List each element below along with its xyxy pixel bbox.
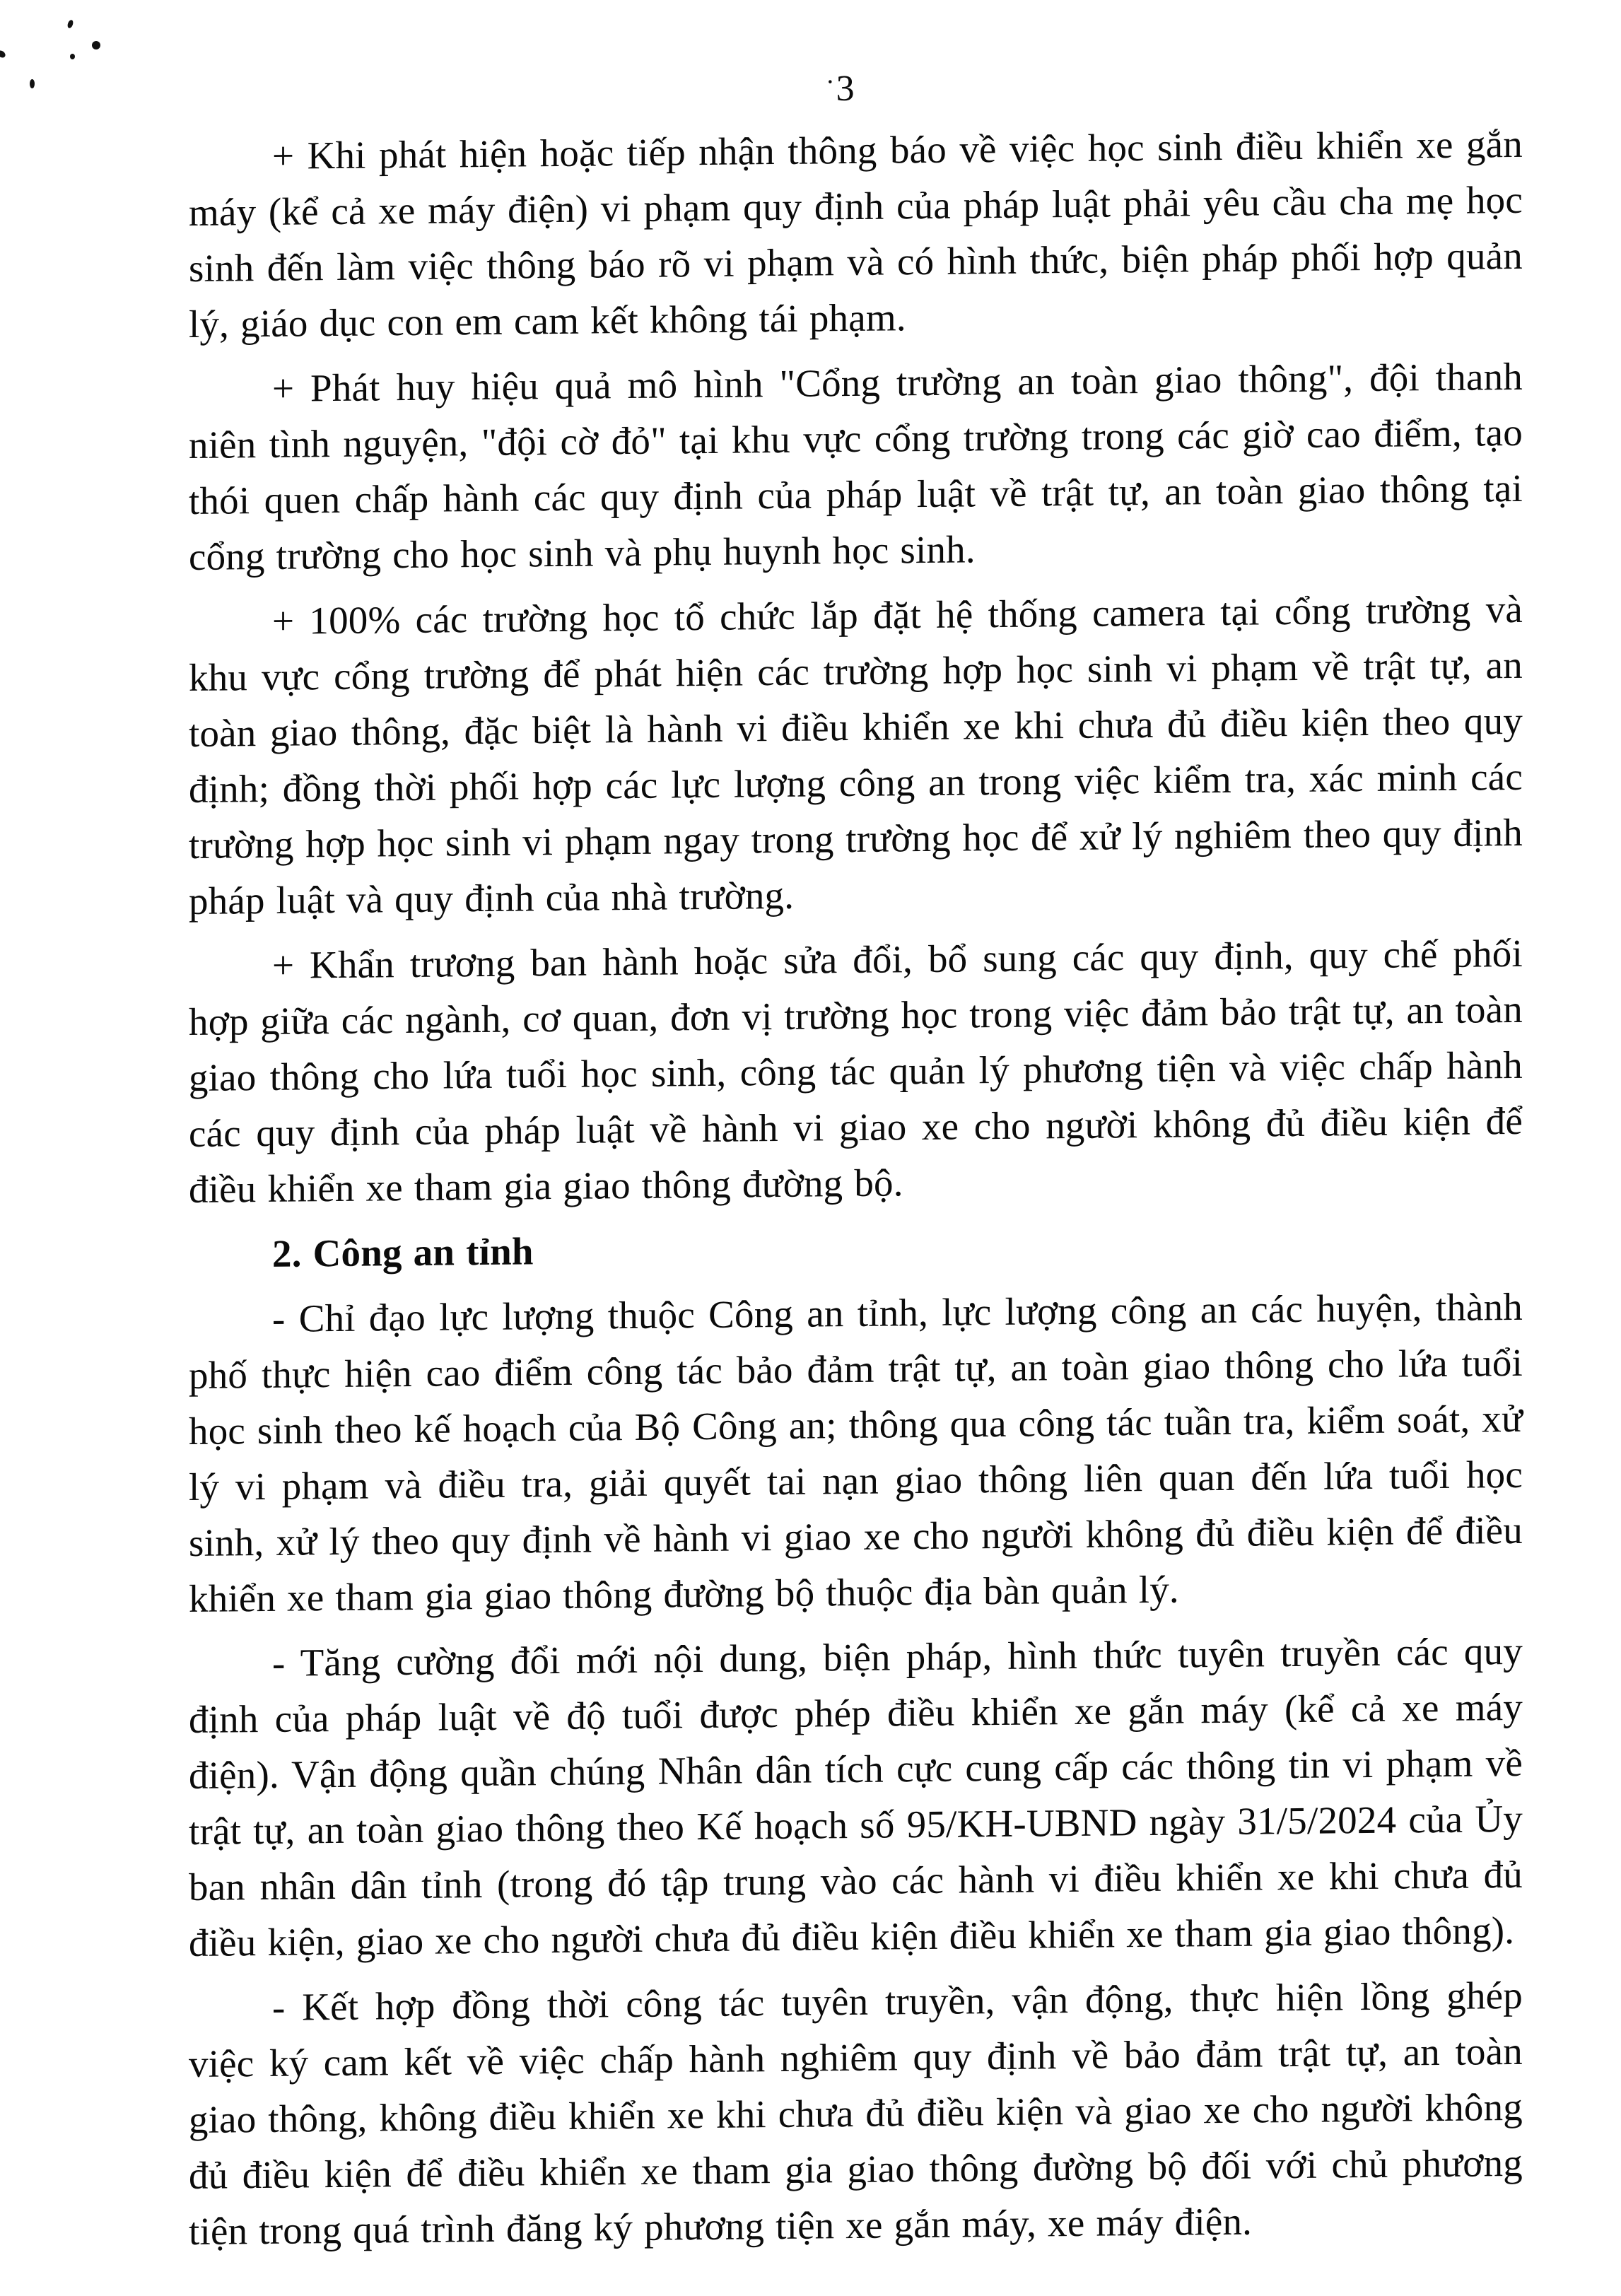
ink-speckle (0, 49, 6, 59)
page-number-artifact: · (826, 67, 835, 98)
paragraph: - Kết hợp đồng thời công tác tuyên truyền, vận động, thực hiện lồng ghép việc ký cam kết về việc chấp hành nghiêm quy định về bảo đảm trật tự, an toàn giao thông, không điều khiển xe khi chưa đủ điều kiện và giao xe cho người không đủ điều kiện để điều khiển xe tham gia giao thông đường bộ đối với chủ phương tiện trong quá trình đăng ký phương tiện xe gắn máy, xe máy điện. (189, 1973, 1523, 2253)
paragraph: + Khi phát hiện hoặc tiếp nhận thông báo về việc học sinh điều khiển xe gắn máy (kể cả xe máy điện) vi phạm quy định của pháp luật phải yêu cầu cha mẹ học sinh đến làm việc thông báo rõ vi phạm và có hình thức, biện pháp phối hợp quản lý, giáo dục con em cam kết không tái phạm. (189, 122, 1523, 346)
paragraph: + Khẩn trương ban hành hoặc sửa đổi, bổ sung các quy định, quy chế phối hợp giữa các ngành, cơ quan, đơn vị trường học trong việc đảm bảo trật tự, an toàn giao thông cho lứa tuổi học sinh, công tác quản lý phương tiện và việc chấp hành các quy định của pháp luật về hành vi giao xe cho người không đủ điều kiện để điều khiển xe tham gia giao thông đường bộ. (189, 931, 1523, 1211)
ink-speckle (66, 19, 74, 29)
paragraph: + 100% các trường học tổ chức lắp đặt hệ thống camera tại cổng trường và khu vực cổng trường để phát hiện các trường hợp học sinh vi phạm về trật tự, an toàn giao thông, đặc biệt là hành vi điều khiển xe khi chưa đủ điều kiện theo quy định; đồng thời phối hợp các lực lượng công an trong việc kiểm tra, xác minh các trường hợp học sinh vi phạm ngay trong trường học để xử lý nghiêm theo quy định pháp luật và quy định của nhà trường. (189, 587, 1523, 922)
page-number (826, 61, 855, 110)
ink-speckle (30, 79, 35, 88)
page-number-value: 3 (836, 68, 855, 110)
ink-speckle (92, 41, 100, 49)
paragraph: - Tăng cường đổi mới nội dung, biện pháp, hình thức tuyên truyền các quy định của pháp luật về độ tuổi được phép điều khiển xe gắn máy (kể cả xe máy điện). Vận động quần chúng Nhân dân tích cực cung cấp các thông tin vi phạm về trật tự, an toàn giao thông theo Kế hoạch số 95/KH-UBND ngày 31/5/2024 của Ủy ban nhân dân tỉnh (trong đó tập trung vào các hành vi điều khiển xe khi chưa đủ điều kiện, giao xe cho người chưa đủ điều kiện điều khiển xe tham gia giao thông). (189, 1629, 1523, 1964)
ink-speckle (70, 54, 75, 59)
section-heading: 2. Công an tỉnh (272, 1229, 534, 1275)
paragraph: + Phát huy hiệu quả mô hình "Cổng trường an toàn giao thông", đội thanh niên tình nguyện, "đội cờ đỏ" tại khu vực cổng trường trong các giờ cao điểm, tạo thói quen chấp hành các quy định của pháp luật về trật tự, an toàn giao thông tại cổng trường cho học sinh và phụ huynh học sinh. (189, 354, 1523, 578)
document-body (189, 116, 1523, 2268)
paragraph: - Chỉ đạo lực lượng thuộc Công an tỉnh, lực lượng công an các huyện, thành phố thực hiện cao điểm công tác bảo đảm trật tự, an toàn giao thông cho lứa tuổi học sinh theo kế hoạch của Bộ Công an; thông qua công tác tuần tra, kiểm soát, xử lý vi phạm và điều tra, giải quyết tai nạn giao thông liên quan đến lứa tuổi học sinh, xử lý theo quy định về hành vi giao xe cho người không đủ điều kiện để điều khiển xe tham gia giao thông đường bộ thuộc địa bàn quản lý. (189, 1284, 1523, 1620)
